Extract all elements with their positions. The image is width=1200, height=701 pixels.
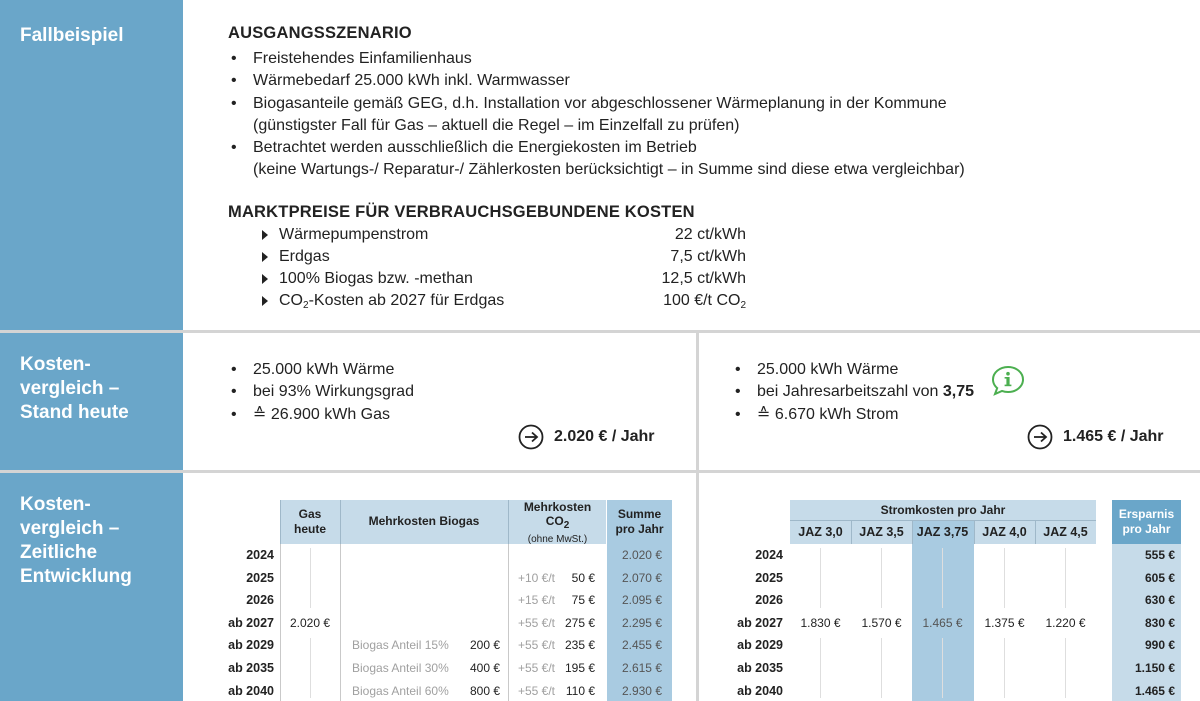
column-line (820, 638, 821, 698)
column-line (881, 638, 882, 698)
triangle-bullet-icon (262, 230, 268, 240)
sidebar-line: Kosten- (20, 354, 91, 375)
co2-cost: 50 € (571, 570, 595, 585)
jaz-value: 1.375 € (984, 615, 1025, 630)
biogas-cost: 400 € (469, 661, 500, 675)
co2-cost: 235 € (564, 638, 595, 653)
sum-value: 2.295 € (621, 615, 662, 630)
column-line (1004, 638, 1005, 698)
header-divider (912, 521, 913, 544)
header-ersparnis: Ersparnis pro Jahr (1118, 507, 1175, 536)
header-jaz: JAZ 4,5 (1043, 525, 1088, 539)
header-jaz: JAZ 3,0 (798, 525, 843, 539)
sidebar-line: vergleich – (20, 378, 120, 399)
list-item: • Wärmebedarf 25.000 kWh inkl. Warmwasser (228, 70, 1188, 92)
gas-value: 2.020 € (289, 615, 331, 630)
price-row: 100% Biogas bzw. -methan 12,5 ct/kWh (262, 268, 746, 290)
list-item: • 25.000 kWh Wärme (732, 359, 1172, 381)
year-label: 2024 (755, 548, 783, 562)
row-divider (0, 330, 1200, 333)
co2-rate: +55 €/t (517, 615, 555, 630)
sidebar-title-fallbeispiel: Fallbeispiel (20, 25, 124, 46)
co2-rate: +55 €/t (517, 638, 555, 653)
column-line (1065, 548, 1066, 608)
highlight-column-bg (912, 521, 974, 701)
prices-title: MARKTPREISE FÜR VERBRAUCHSGEBUNDENE KOSTEN (228, 203, 695, 221)
header-divider (1035, 521, 1036, 544)
year-label: ab 2029 (737, 638, 783, 653)
year-label: ab 2035 (737, 661, 783, 675)
year-label: 2026 (246, 593, 274, 608)
header-divider (974, 521, 975, 544)
triangle-bullet-icon (262, 296, 268, 306)
co2-cost: 110 € (565, 683, 595, 698)
column-line (942, 548, 943, 608)
triangle-bullet-icon (262, 274, 268, 284)
year-label: 2024 (246, 548, 274, 562)
header-jaz: JAZ 3,5 (859, 525, 904, 539)
row-divider (0, 470, 1200, 473)
jaz-value: 1.830 € (800, 615, 841, 630)
gas-today-list (228, 359, 668, 426)
jaz-value: 1.570 € (861, 615, 902, 630)
list-item: • bei Jahresarbeitszahl von 3,75 (732, 381, 1172, 403)
savings-value: 1.150 € (1134, 661, 1175, 675)
biogas-share: Biogas Anteil 15% (352, 638, 449, 653)
list-item: • ≙ 26.900 kWh Gas (228, 404, 668, 426)
header-underline (790, 520, 1096, 521)
sum-value: 2.020 € (621, 548, 662, 562)
scenario-list (228, 48, 1188, 182)
column-line (820, 548, 821, 608)
column-line (310, 548, 311, 608)
year-label: ab 2035 (228, 661, 274, 675)
biogas-cost: 200 € (469, 638, 500, 653)
sidebar-line: Entwicklung (20, 566, 132, 587)
jaz-value: 1.220 € (1045, 615, 1086, 630)
column-line (340, 544, 341, 701)
year-label: ab 2029 (228, 638, 274, 653)
biogas-share: Biogas Anteil 30% (352, 661, 449, 675)
year-label: 2025 (755, 570, 783, 585)
hp-today-list (732, 359, 1172, 426)
header-summe: Summe pro Jahr (615, 507, 664, 536)
co2-rate: +55 €/t (517, 683, 555, 698)
co2-rate: +15 €/t (517, 593, 555, 608)
savings-value: 830 € (1144, 615, 1175, 630)
biogas-share: Biogas Anteil 60% (352, 683, 449, 698)
column-line (1065, 638, 1066, 698)
price-row: Wärmepumpenstrom 22 ct/kWh (262, 224, 746, 246)
list-item: • Betrachtet werden ausschließlich die Energiekosten im Betrieb (keine Wartungs-/ Reparatur-/ Zählerkosten berücksichtigt – in Summe sind diese etwa vergleichbar) (228, 137, 1188, 182)
price-row-co2: $CO_2$-Kosten ab 2027 für Erdgas 100 €/t $CO_2$ (262, 290, 746, 312)
header-mehrkosten-co2: Mehrkosten $CO_2$ (ohne MwSt.) (523, 500, 592, 545)
list-item: • bei 93% Wirkungsgrad (228, 381, 668, 403)
scenario-title: AUSGANGSSZENARIO (228, 24, 412, 42)
savings-value: 630 € (1144, 593, 1175, 608)
sidebar-line: Kosten- (20, 494, 91, 515)
list-item: • Biogasanteile gemäß GEG, d.h. Installation vor abgeschlossener Wärmeplanung in der Kommune (günstigster Fall für Gas – aktuell die Regel – im Einzelfall zu prüfen) (228, 93, 1188, 138)
year-label: ab 2040 (737, 683, 783, 698)
list-item: • Freistehendes Einfamilienhaus (228, 48, 1188, 70)
column-line (310, 638, 311, 698)
sidebar-line: Zeitliche (20, 542, 98, 563)
year-label: 2026 (755, 593, 783, 608)
year-label: ab 2040 (228, 683, 274, 698)
column-line (881, 548, 882, 608)
savings-value: 1.465 € (1134, 683, 1175, 698)
biogas-cost: 800 € (469, 683, 500, 698)
gas-today-result: 2.020 € / Jahr (518, 424, 688, 450)
info-speech-bubble-icon[interactable] (991, 365, 1025, 397)
sidebar-stand-heute (0, 333, 183, 470)
arrow-right-circle-icon (518, 424, 544, 450)
sidebar-line: Stand heute (20, 402, 129, 423)
header-mehrkosten-biogas: Mehrkosten Biogas (368, 514, 480, 528)
sum-value: 2.615 € (621, 661, 662, 675)
savings-value: 605 € (1144, 570, 1175, 585)
sidebar-zeitliche-entwicklung (0, 473, 183, 701)
list-item: • 25.000 kWh Wärme (228, 359, 668, 381)
jaz-value: 1.465 € (922, 615, 963, 630)
column-divider (696, 333, 699, 470)
sum-value: 2.455 € (621, 638, 662, 653)
sum-value: 2.070 € (621, 570, 662, 585)
savings-value: 990 € (1144, 638, 1175, 653)
co2-rate: +10 €/t (517, 570, 555, 585)
co2-cost: 275 € (564, 615, 595, 630)
header-jaz: JAZ 3,75 (916, 525, 969, 539)
year-label: ab 2027 (228, 615, 274, 630)
header-jaz: JAZ 4,0 (982, 525, 1027, 539)
hp-today-result: 1.465 € / Jahr (1027, 424, 1187, 450)
sum-value: 2.930 € (621, 683, 662, 698)
header-gas-heute: Gas heute (293, 507, 326, 536)
price-row: Erdgas 7,5 ct/kWh (262, 246, 746, 268)
triangle-bullet-icon (262, 252, 268, 262)
arrow-right-circle-icon (1027, 424, 1053, 450)
co2-cost: 195 € (564, 661, 595, 675)
co2-cost: 75 € (571, 593, 595, 608)
co2-rate: +55 €/t (517, 661, 555, 675)
sum-value: 2.095 € (621, 593, 662, 608)
list-item: • ≙ 6.670 kWh Strom (732, 404, 1172, 426)
year-label: ab 2027 (737, 615, 783, 630)
header-divider (851, 521, 852, 544)
column-line (942, 638, 943, 698)
header-stromkosten: Stromkosten pro Jahr (880, 503, 1006, 517)
year-label: 2025 (246, 570, 274, 585)
sidebar-line: vergleich – (20, 518, 120, 539)
column-line (1004, 548, 1005, 608)
sidebar-fallbeispiel (0, 0, 183, 330)
savings-value: 555 € (1144, 548, 1175, 562)
column-divider (696, 473, 699, 701)
